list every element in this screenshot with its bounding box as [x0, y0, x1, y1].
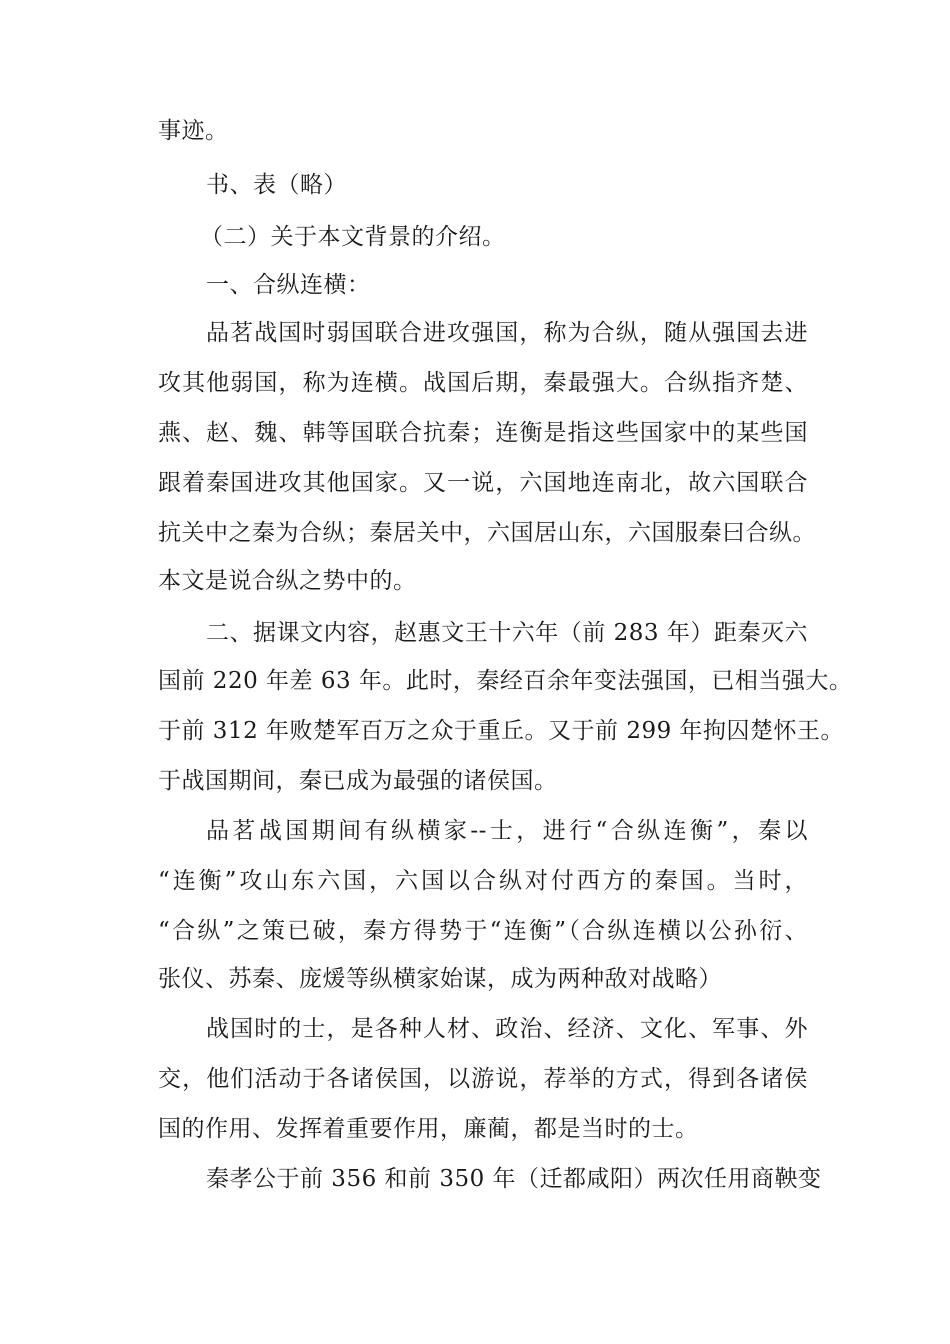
text-line: 于战国期间，秦已成为最强的诸侯国。: [158, 768, 558, 794]
section-heading: （二）关于本文背景的介绍。: [200, 224, 506, 250]
text-line: 品茗战国时弱国联合进攻强国，称为合纵，随从强国去进: [206, 320, 808, 346]
text-line: 战国时的士，是各种人材、政治、经济、文化、军事、外: [206, 1016, 808, 1042]
text-line: 书、表（略）: [206, 172, 347, 198]
text-line: 国的作用、发挥着重要作用，廉蔺，都是当时的士。: [158, 1116, 699, 1142]
text-line: 跟着秦国进攻其他国家。又一说，六国地连南北，故六国联合: [158, 470, 808, 496]
text-line: 事迹。: [158, 118, 229, 144]
text-line: 品茗战国期间有纵横家--士，进行“合纵连衡”，秦以: [206, 818, 808, 844]
text-line: 交，他们活动于各诸侯国，以游说，荐举的方式，得到各诸侯: [158, 1066, 808, 1092]
text-line: 燕、赵、魏、韩等国联合抗秦；连衡是指这些国家中的某些国: [158, 420, 808, 446]
text-line: “连衡”攻山东六国，六国以合纵对付西方的秦国。当时，: [158, 868, 808, 894]
text-line: 二、据课文内容，赵惠文王十六年（前 283 年）距秦灭六: [206, 620, 808, 646]
text-line: 本文是说合纵之势中的。: [158, 568, 417, 594]
text-line: 国前 220 年差 63 年。此时，秦经百余年变法强国，已相当强大。: [158, 668, 853, 694]
text-line: 抗关中之秦为合纵；秦居关中，六国居山东，六国服秦曰合纵。: [158, 520, 816, 546]
section-heading: 一、合纵连横：: [206, 272, 371, 298]
text-line: 于前 312 年败楚军百万之众于重丘。又于前 299 年拘囚楚怀王。: [158, 718, 845, 744]
text-line: 攻其他弱国，称为连横。战国后期，秦最强大。合纵指齐楚、: [158, 370, 808, 396]
text-line: 张仪、苏秦、庞煖等纵横家始谋，成为两种敌对战略）: [158, 966, 722, 992]
text-line: “合纵”之策已破，秦方得势于“连衡”（合纵连横以公孙衍、: [158, 918, 808, 944]
text-line: 秦孝公于前 356 和前 350 年（迁都咸阳）两次任用商鞅变: [206, 1166, 822, 1192]
